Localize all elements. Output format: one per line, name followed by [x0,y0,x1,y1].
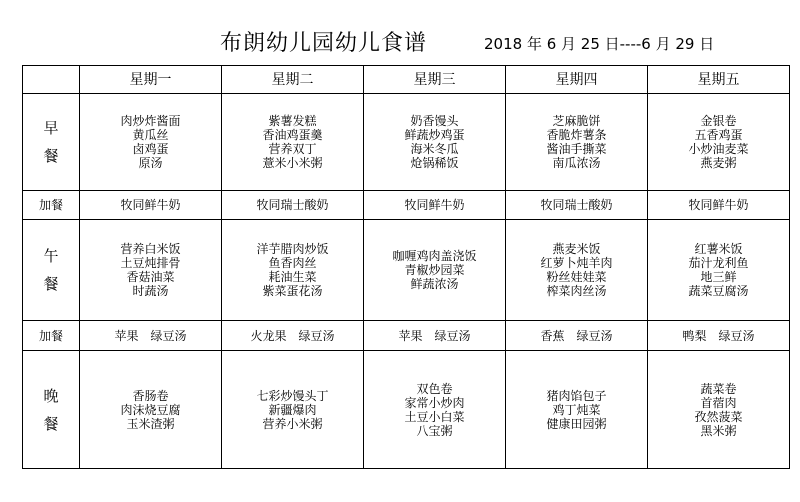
dinner-label [23,351,80,469]
menu-item: 鲜蔬炒鸡蛋 [404,128,465,142]
menu-item: 芝麻脆饼 [552,114,601,128]
menu-item: 营养双丁 [268,142,317,156]
dinner-cell [364,351,506,469]
menu-item: 炝锅稀饭 [410,156,459,170]
dinner-row [23,351,790,469]
breakfast-cell [80,94,222,191]
menu-item: 首蓿肉 [700,395,737,410]
day-header: 星期三 [364,66,506,94]
menu-item: 卤鸡蛋 [132,142,169,156]
lunch-label [23,220,80,321]
menu-item: 香脆炸薯条 [546,128,607,142]
lunch-cell [648,220,790,321]
menu-item: 原汤 [138,156,163,170]
snack1-cell: 牧同瑞士酸奶 [222,191,364,220]
menu-item: 南瓜浓汤 [552,156,601,170]
breakfast-row [23,94,790,191]
menu-item: 孜然菠菜 [694,409,743,424]
menu-item: 营养小米粥 [262,416,323,431]
lunch-cell [364,220,506,321]
breakfast-label [23,94,80,191]
lunch-cell [80,220,222,321]
snack1-cell: 牧同瑞士酸奶 [506,191,648,220]
date-range: 2018 年 6 月 25 日----6 月 29 日 [484,35,715,53]
menu-item: 肉沫烧豆腐 [120,402,181,417]
dinner-label-char: 餐 [43,414,59,433]
menu-item: 五香鸡蛋 [694,128,743,142]
menu-item: 健康田园粥 [546,416,607,431]
menu-item: 金银卷 [700,114,737,128]
menu-item: 粉丝娃娃菜 [546,270,607,284]
menu-item: 燕麦米饭 [552,242,601,256]
menu-item: 茄汁龙利鱼 [688,256,749,270]
breakfast-cell [222,94,364,191]
lunch-label-char: 午 [43,247,59,265]
snack2-cell: 火龙果 绿豆汤 [222,321,364,351]
menu-item: 肉炒炸酱面 [120,114,181,128]
dinner-cell [648,351,790,469]
breakfast-cell [648,94,790,191]
menu-item: 七彩炒馒头丁 [256,388,329,403]
menu-item: 时蔬汤 [132,284,169,298]
menu-table [22,65,790,469]
menu-item: 八宝粥 [416,423,453,438]
menu-item: 玉米渣粥 [126,416,175,431]
menu-item: 营养白米饭 [120,242,181,256]
lunch-label-char: 餐 [43,275,59,293]
menu-item: 鱼香肉丝 [268,256,317,270]
snack1-cell: 牧同鲜牛奶 [364,191,506,220]
day-header: 星期二 [222,66,364,94]
menu-item: 土豆炖排骨 [120,256,181,270]
menu-item: 燕麦粥 [700,156,737,170]
menu-item: 红萝卜炖羊肉 [540,256,613,270]
dinner-cell [80,351,222,469]
menu-item: 鲜蔬浓汤 [410,277,459,291]
menu-item: 蔬菜卷 [700,381,737,396]
menu-item: 黑米粥 [700,423,737,438]
corner-cell [23,66,80,94]
menu-item: 黄瓜丝 [132,128,169,142]
dinner-label-char: 晚 [43,386,59,405]
menu-item: 青椒炒园菜 [404,263,465,277]
menu-item: 家常小炒肉 [404,395,465,410]
menu-item: 红薯米饭 [694,242,743,256]
menu-item: 酱油手撕菜 [546,142,607,156]
snack1-cell: 牧同鲜牛奶 [80,191,222,220]
snack2-label: 加餐 [23,321,80,351]
lunch-row [23,220,790,321]
menu-item: 耗油生菜 [268,270,317,284]
page-title: 布朗幼儿园幼儿食谱 [220,31,428,56]
snack2-row [23,321,790,351]
menu-item: 紫薯发糕 [268,114,317,128]
lunch-cell [222,220,364,321]
menu-item: 蔬菜豆腐汤 [688,284,749,298]
snack2-cell: 鸭梨 绿豆汤 [648,321,790,351]
breakfast-label-char: 餐 [43,147,59,165]
snack1-row [23,191,790,220]
dinner-cell [222,351,364,469]
menu-item: 香菇油菜 [126,270,175,284]
menu-item: 香肠卷 [132,388,169,403]
menu-item: 土豆小白菜 [404,409,465,424]
snack1-cell: 牧同鲜牛奶 [648,191,790,220]
menu-item: 榨菜肉丝汤 [546,284,607,298]
snack2-cell: 苹果 绿豆汤 [364,321,506,351]
header-row [23,66,790,94]
day-header: 星期四 [506,66,648,94]
menu-item: 地三鲜 [700,270,737,284]
breakfast-cell [364,94,506,191]
menu-item: 新疆爆肉 [268,402,317,417]
snack2-cell: 苹果 绿豆汤 [80,321,222,351]
breakfast-cell [506,94,648,191]
menu-item: 洋芋腊肉炒饭 [256,242,329,256]
menu-item: 双色卷 [416,381,453,396]
lunch-cell [506,220,648,321]
menu-item: 海米冬瓜 [410,142,459,156]
menu-item: 咖喱鸡肉盖浇饭 [392,249,477,263]
menu-item: 小炒油麦菜 [688,142,749,156]
breakfast-label-char: 早 [43,119,59,137]
dinner-cell [506,351,648,469]
menu-item: 奶香馒头 [410,114,459,128]
day-header: 星期五 [648,66,790,94]
snack1-label: 加餐 [23,191,80,220]
menu-item: 薏米小米粥 [262,156,323,170]
menu-item: 猪肉馅包子 [546,388,607,403]
menu-item: 紫菜蛋花汤 [262,284,323,298]
menu-item: 鸡丁炖菜 [552,402,601,417]
day-header: 星期一 [80,66,222,94]
menu-item: 香油鸡蛋羹 [262,128,323,142]
snack2-cell: 香蕉 绿豆汤 [506,321,648,351]
